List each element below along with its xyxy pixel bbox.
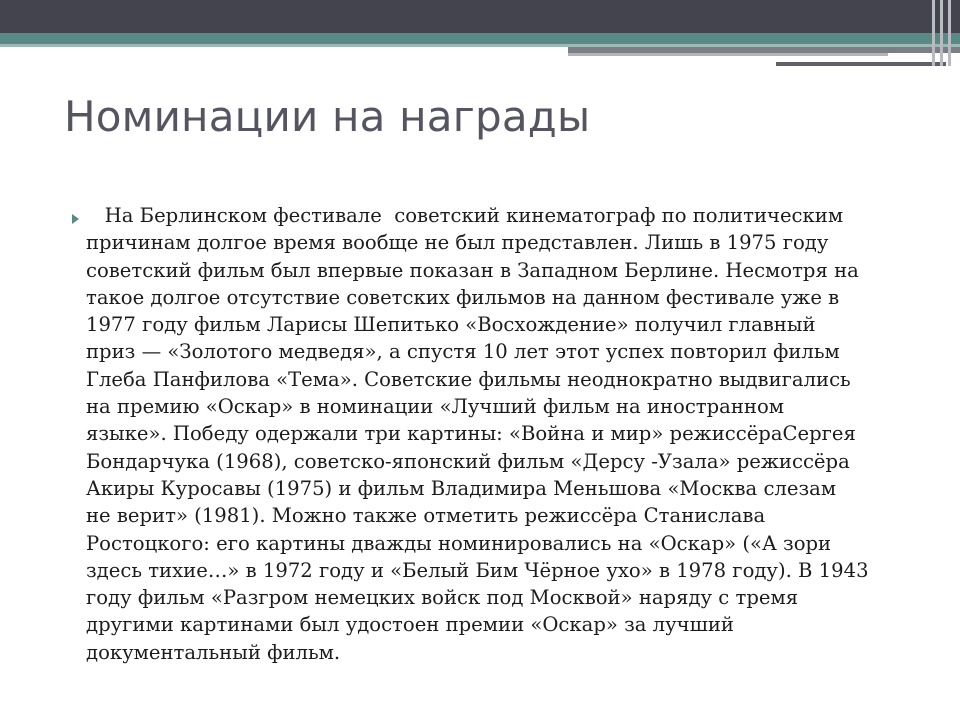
header-dark-band [0, 0, 960, 33]
body-text-line: приз — «Золотого медведя», а спустя 10 лет этот успех повторил фильм [86, 340, 840, 364]
body-text-line: советский фильм был впервые показан в Западном Берлине. Несмотря на [86, 258, 859, 282]
body-text-line: Глеба Панфилова «Тема». Советские фильмы неоднократно выдвигались [86, 367, 851, 391]
body-text-line: причинам долгое время вообще не был представлен. Лишь в 1975 году [86, 231, 829, 255]
body-text-line: на премию «Оскар» в номинации «Лучший фильм на иностранном [86, 395, 785, 419]
body-text-line: такое долгое отсутствие советских фильмов на данном фестивале уже в [86, 285, 840, 309]
slide-title: Номинации на награды [64, 92, 591, 141]
body-text-line: не верит» (1981). Можно также отметить режиссёра Станислава [86, 504, 766, 528]
body-text-line: языке». Победу одержали три картины: «Война и мир» режиссёраСергея [86, 422, 856, 446]
body-text-line: Акиры Куросавы (1975) и фильм Владимира Меньшова «Москва слезам [86, 476, 837, 500]
header-teal-band [0, 33, 960, 44]
slide-body-text [86, 202, 886, 666]
body-text-line: году фильм «Разгром немецких войск под Москвой» наряду с тремя [86, 586, 799, 610]
body-text-line: Бондарчука (1968), советско-японский фильм «Дерсу -Узала» режиссёра [86, 449, 850, 473]
header-grey-line [776, 62, 946, 66]
body-text-line: здесь тихие…» в 1972 году и «Белый Бим Чёрное ухо» в 1978 году). В 1943 [86, 558, 869, 582]
body-text-line: На Берлинском фестивале советский кинематограф по политическим [86, 204, 844, 227]
header-grey-step-light [568, 53, 888, 56]
body-text-line: 1977 году фильм Ларисы Шепитько «Восхождение» получил главный [86, 313, 816, 337]
body-text-line: другими картинами был удостоен премии «Оскар» за лучший [86, 613, 734, 637]
header-vertical-strip [932, 0, 935, 66]
header-vertical-strip [948, 0, 951, 66]
header-vertical-strip [940, 0, 943, 66]
body-text-line: документальный фильм. [86, 640, 341, 664]
body-text-line: Ростоцкого: его картины дважды номинировались на «Оскар» («А зори [86, 531, 832, 555]
bullet-arrow-icon [72, 214, 79, 224]
